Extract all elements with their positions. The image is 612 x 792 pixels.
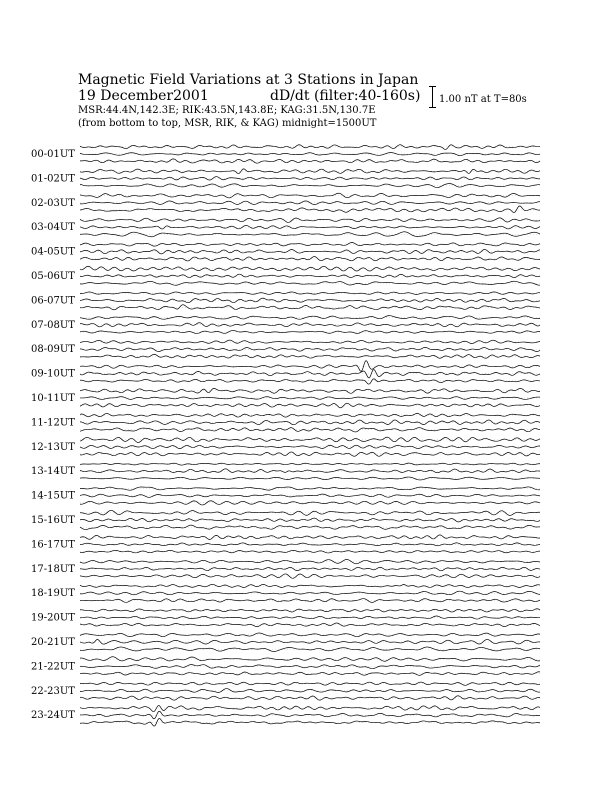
trace-kag: [80, 388, 540, 393]
trace-kag: [80, 510, 540, 515]
station-coordinates: MSR:44.4N,142.3E; RIK:43.5N,143.8E; KAG:31.5N,130.7E: [78, 105, 376, 116]
trace-kag: [80, 657, 540, 662]
hour-label: 02-03UT: [31, 197, 75, 209]
trace-rik: [80, 591, 540, 595]
trace-kag: [80, 633, 540, 637]
trace-msr: [80, 452, 540, 456]
hour-label: 23-24UT: [31, 710, 75, 722]
hour-label: 20-21UT: [31, 637, 75, 648]
hour-label: 18-19UT: [31, 588, 75, 600]
trace-rik: [80, 249, 540, 253]
hour-label: 08-09UT: [31, 344, 75, 356]
trace-kag: [80, 584, 540, 587]
hour-label: 10-11UT: [31, 393, 75, 404]
hour-label: 06-07UT: [31, 295, 75, 307]
trace-rik: [80, 397, 540, 400]
hour-label: 15-16UT: [31, 515, 75, 526]
trace-rik: [80, 445, 540, 448]
hour-label: 19-20UT: [31, 612, 75, 624]
trace-rik: [80, 177, 540, 180]
trace-msr: [80, 403, 540, 408]
hour-label: 04-05UT: [31, 246, 75, 258]
trace-rik: [80, 370, 540, 378]
hour-label: 14-15UT: [31, 490, 75, 502]
trace-rik: [80, 689, 540, 693]
measure-filter: dD/dt (filter:40-160s): [270, 88, 421, 104]
trace-msr: [80, 330, 540, 333]
chart-title: Magnetic Field Variations at 3 Stations in Japan: [78, 72, 419, 88]
trace-kag: [80, 292, 540, 294]
hour-label: 03-04UT: [31, 222, 75, 234]
hour-label: 11-12UT: [31, 417, 75, 429]
trace-kag: [80, 243, 540, 247]
hour-label: 01-02UT: [31, 173, 75, 185]
trace-kag: [80, 193, 540, 198]
trace-msr: [80, 501, 540, 505]
trace-msr: [80, 206, 540, 213]
trace-msr: [80, 159, 540, 163]
trace-msr: [80, 696, 540, 700]
trace-rik: [80, 469, 540, 473]
trace-rik: [80, 665, 540, 669]
station-order-note: (from bottom to top, MSR, RIK, & KAG) midnight=1500UT: [78, 118, 377, 129]
trace-kag: [80, 361, 540, 372]
scale-bar-label: 1.00 nT at T=80s: [439, 94, 527, 105]
hour-label: 07-08UT: [31, 319, 75, 331]
trace-kag: [80, 437, 540, 442]
hour-label: 17-18UT: [31, 563, 75, 575]
trace-kag: [80, 145, 540, 150]
trace-kag: [80, 340, 540, 343]
hour-label: 21-22UT: [31, 661, 75, 673]
hour-label: 00-01UT: [31, 149, 75, 160]
hour-label: 09-10UT: [31, 368, 75, 380]
hour-label: 22-23UT: [31, 685, 75, 697]
trace-msr: [80, 718, 540, 726]
trace-rik: [80, 153, 540, 156]
trace-msr: [80, 647, 540, 652]
trace-kag: [80, 609, 540, 612]
hour-label: 12-13UT: [31, 441, 75, 453]
hour-label: 13-14UT: [31, 466, 75, 478]
trace-rik: [80, 347, 540, 351]
hour-label: 05-06UT: [31, 271, 75, 282]
trace-msr: [80, 305, 540, 310]
trace-kag: [80, 706, 540, 712]
trace-msr: [80, 599, 540, 603]
chart-date: 19 December2001: [78, 88, 209, 104]
trace-msr: [80, 379, 540, 384]
trace-rik: [80, 639, 540, 644]
hour-label: 16-17UT: [31, 539, 75, 551]
trace-kag: [80, 463, 540, 465]
trace-rik: [80, 225, 540, 229]
trace-kag: [80, 266, 540, 271]
